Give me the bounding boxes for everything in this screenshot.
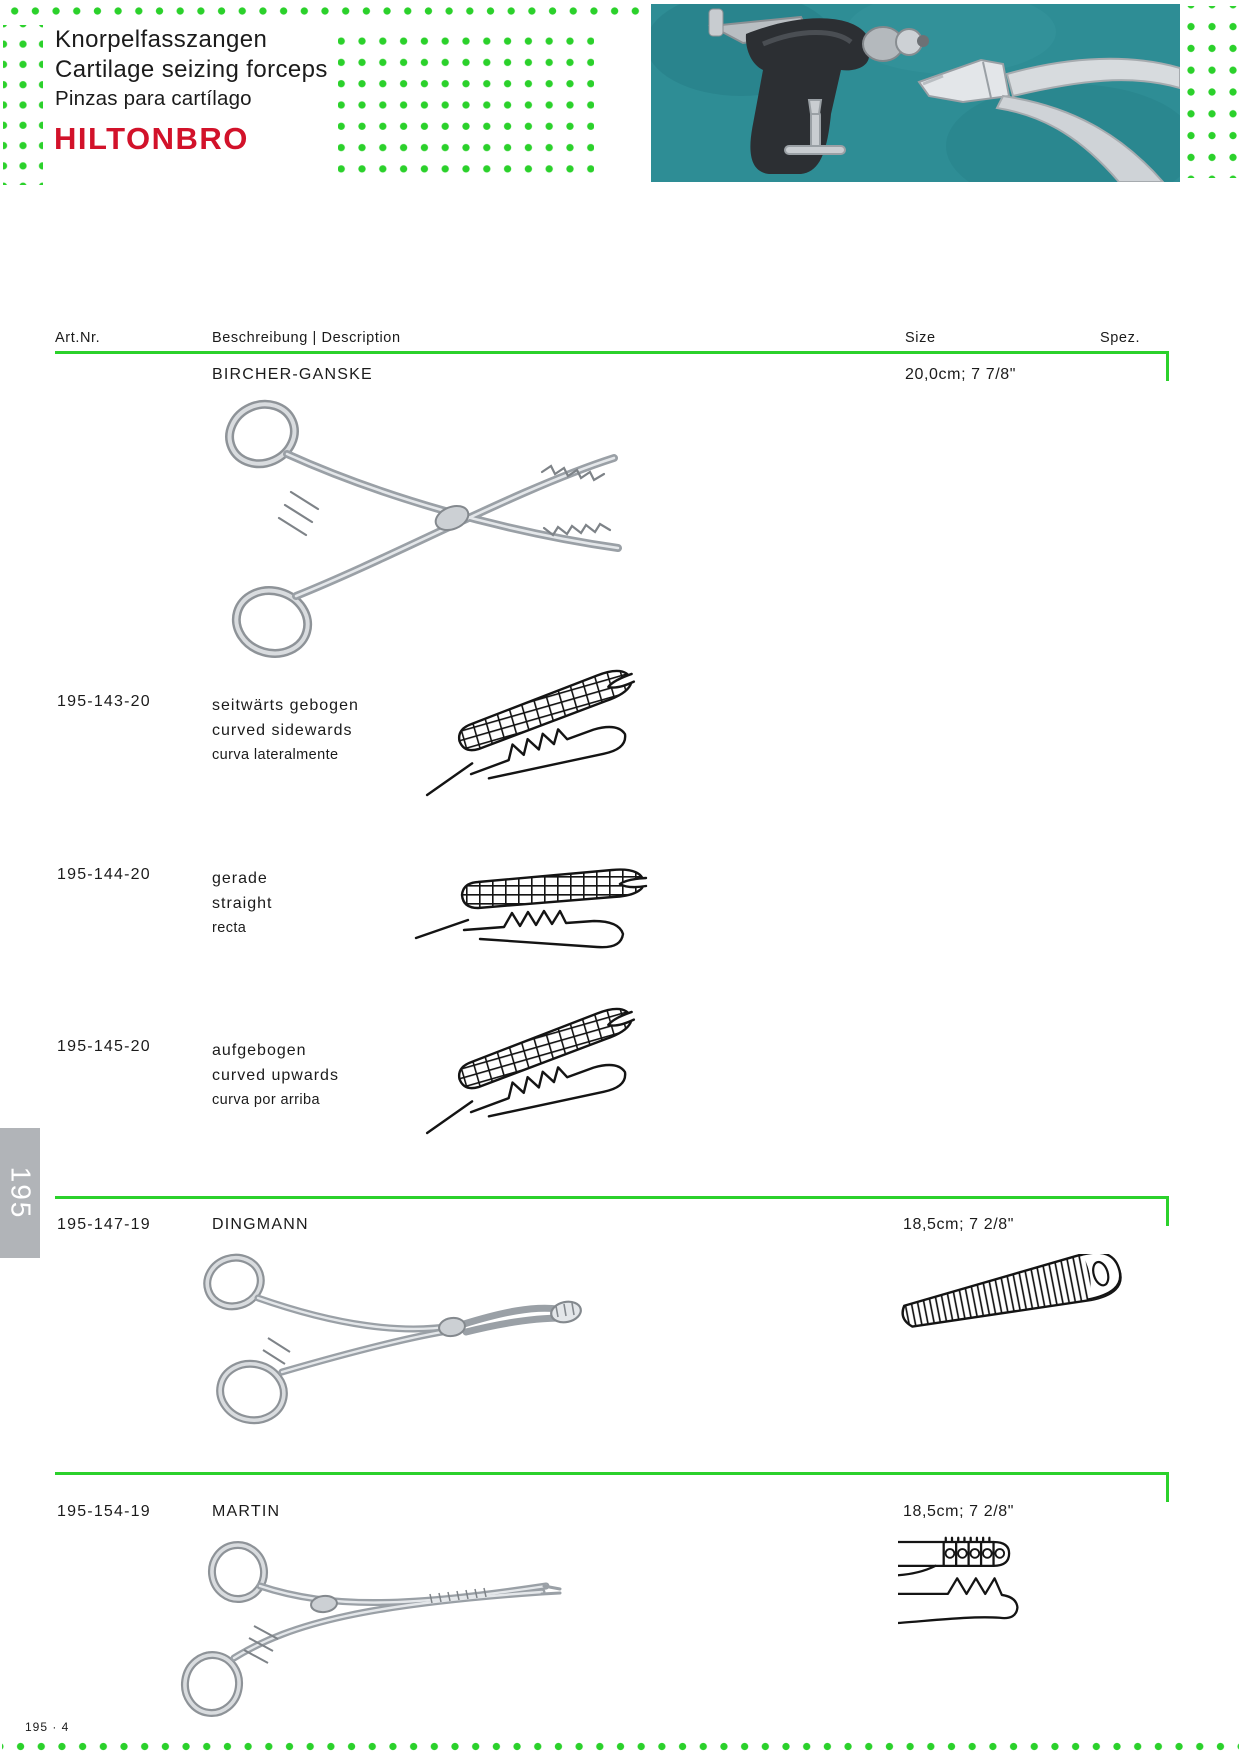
section-rule-tick <box>1166 1472 1169 1502</box>
product-size: 20,0cm; 7 7/8" <box>905 366 1017 383</box>
artnr-195-145-20: 195-145-20 <box>57 1038 151 1055</box>
dot-pattern-middle <box>338 25 594 185</box>
description-es: recta <box>212 920 247 936</box>
section-rule-tick <box>1166 351 1169 381</box>
page-title-german: Knorpelfasszangen <box>55 26 268 53</box>
product-name: DINGMANN <box>212 1216 309 1233</box>
page-tab <box>0 1128 40 1258</box>
product-name: MARTIN <box>212 1503 281 1520</box>
martin-forceps-illustration <box>172 1528 572 1728</box>
martin-jaw-spez-diagram <box>898 1533 1033 1633</box>
dot-pattern-right <box>1184 6 1240 178</box>
product-size: 18,5cm; 7 2/8" <box>903 1216 1015 1233</box>
jaw-diagram-curved-upwards <box>408 1000 668 1175</box>
product-photo <box>651 4 1180 182</box>
artnr-195-143-20: 195-143-20 <box>57 693 151 710</box>
artnr-195-147-19: 195-147-19 <box>57 1216 151 1233</box>
photo-illustration <box>651 4 1180 182</box>
product-name: BIRCHER-GANSKE <box>212 366 373 383</box>
description-195-143-20 <box>212 693 359 767</box>
description-de: aufgebogen <box>212 1042 307 1059</box>
brand-logo: HILTONBRO <box>54 121 249 156</box>
column-header-artnr: Art.Nr. <box>55 330 101 346</box>
section-rule <box>55 1196 1169 1199</box>
description-en: curved sidewards <box>212 722 353 739</box>
section-rule-tick <box>1166 1196 1169 1226</box>
description-es: curva lateralmente <box>212 747 339 763</box>
column-header-spez: Spez. <box>1100 330 1141 346</box>
dingmann-forceps-illustration <box>188 1246 588 1441</box>
column-header-size: Size <box>905 330 936 346</box>
section-rule <box>55 351 1169 354</box>
artnr-195-144-20: 195-144-20 <box>57 866 151 883</box>
page-title-spanish: Pinzas para cartílago <box>55 87 252 110</box>
page-title-english: Cartilage seizing forceps <box>55 56 328 83</box>
column-header-description: Beschreibung | Description <box>212 330 401 346</box>
dot-pattern-bottom <box>2 1741 1239 1752</box>
dot-pattern-left <box>3 25 43 185</box>
description-es: curva por arriba <box>212 1092 320 1108</box>
dot-pattern-top <box>2 6 648 16</box>
section-rule <box>55 1472 1169 1475</box>
page-number: 195 · 4 <box>25 1720 70 1734</box>
description-195-145-20 <box>212 1038 339 1112</box>
dingmann-serrated-jaw-spez-diagram <box>898 1254 1138 1354</box>
product-size: 18,5cm; 7 2/8" <box>903 1503 1015 1520</box>
description-en: straight <box>212 895 273 912</box>
bircher-ganske-forceps-illustration <box>190 396 635 668</box>
artnr-195-154-19: 195-154-19 <box>57 1503 151 1520</box>
jaw-diagram-curved-sidewards <box>408 648 668 828</box>
description-de: gerade <box>212 870 268 887</box>
description-de: seitwärts gebogen <box>212 697 359 714</box>
description-en: curved upwards <box>212 1067 339 1084</box>
jaw-diagram-straight <box>408 858 668 978</box>
page-tab-label: 195 <box>5 1166 36 1220</box>
description-195-144-20 <box>212 866 272 940</box>
